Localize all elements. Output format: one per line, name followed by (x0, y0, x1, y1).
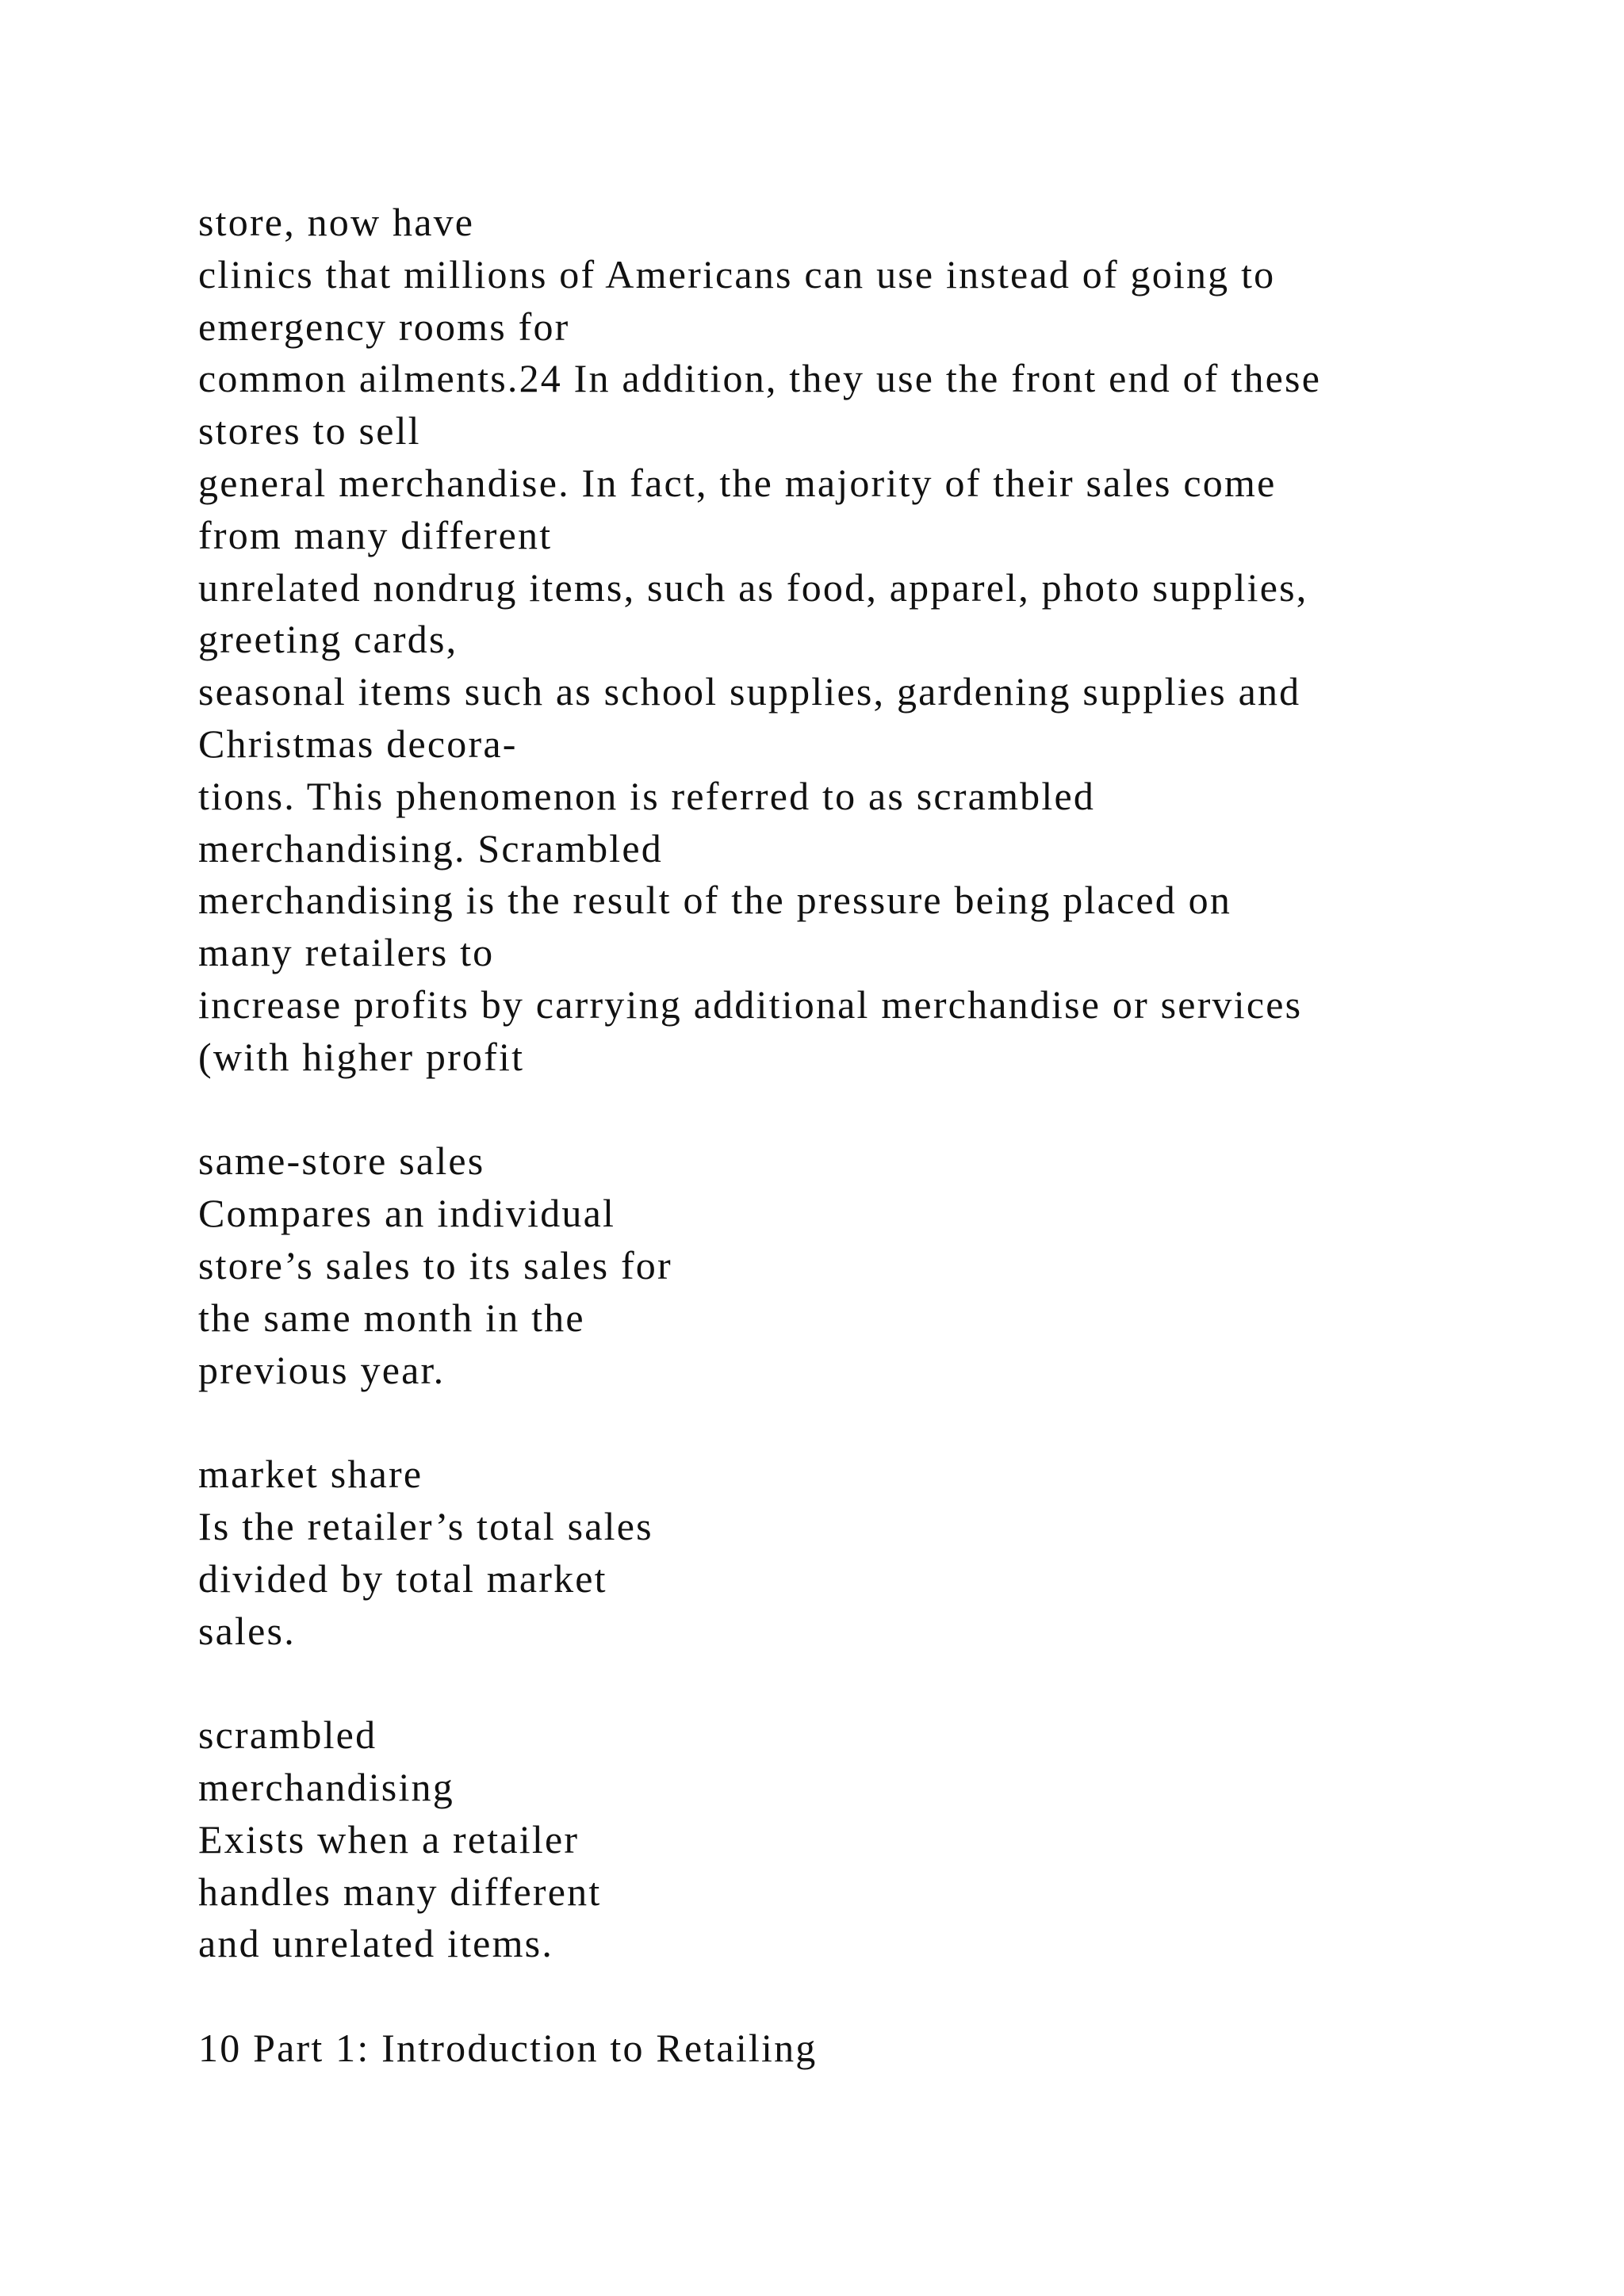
body-paragraph (198, 197, 1546, 1084)
paragraph-line: clinics that millions of Americans can use instead of going to (198, 251, 1276, 297)
paragraph-line: merchandising is the result of the pressure being placed on (198, 878, 1232, 923)
glossary-definition-line: Exists when a retailer (198, 1816, 580, 1862)
glossary-definition-line: sales. (198, 1608, 296, 1653)
blank-line (198, 1084, 1546, 1136)
paragraph-line: Christmas decora- (198, 721, 518, 766)
glossary-term: same-store sales (198, 1138, 485, 1184)
glossary-entry-same-store-sales (198, 1135, 1546, 1396)
glossary-definition-line: the same month in the (198, 1295, 585, 1340)
glossary-term: merchandising (198, 1764, 454, 1809)
glossary-entry-scrambled-merchandising (198, 1709, 1546, 1970)
glossary-definition-line: handles many different (198, 1869, 602, 1914)
paragraph-line: (with higher profit (198, 1034, 525, 1079)
page-footer-label: 10 Part 1: Introduction to Retailing (198, 2025, 818, 2070)
blank-line (198, 1970, 1546, 2022)
glossary-term: scrambled (198, 1712, 377, 1758)
paragraph-line: increase profits by carrying additional merchandise or services (198, 982, 1303, 1027)
paragraph-line: greeting cards, (198, 617, 458, 662)
paragraph-line: emergency rooms for (198, 304, 570, 349)
glossary-definition-line: Compares an individual (198, 1191, 616, 1236)
paragraph-line: from many different (198, 512, 553, 557)
paragraph-line: merchandising. Scrambled (198, 825, 663, 871)
blank-line (198, 1396, 1546, 1448)
glossary-definition-line: Is the retailer’s total sales (198, 1503, 653, 1548)
glossary-definition-line: previous year. (198, 1347, 446, 1392)
blank-line (198, 1657, 1546, 1709)
paragraph-line: unrelated nondrug items, such as food, apparel, photo supplies, (198, 564, 1308, 610)
glossary-definition-line: divided by total market (198, 1556, 607, 1601)
paragraph-line: stores to sell (198, 408, 421, 453)
page-text (198, 197, 1546, 2075)
paragraph-line: store, now have (198, 200, 475, 244)
glossary-definition-line: store’s sales to its sales for (198, 1242, 672, 1288)
paragraph-line: general merchandise. In fact, the majority of their sales come (198, 460, 1277, 505)
paragraph-line: tions. This phenomenon is referred to as scrambled (198, 773, 1096, 818)
glossary-entry-market-share (198, 1448, 1546, 1657)
paragraph-line: common ailments.24 In addition, they use the front end of these (198, 356, 1322, 401)
glossary-term: market share (198, 1452, 423, 1497)
paragraph-line: seasonal items such as school supplies, gardening supplies and (198, 669, 1301, 714)
paragraph-line: many retailers to (198, 930, 495, 975)
glossary-definition-line: and unrelated items. (198, 1921, 554, 1966)
